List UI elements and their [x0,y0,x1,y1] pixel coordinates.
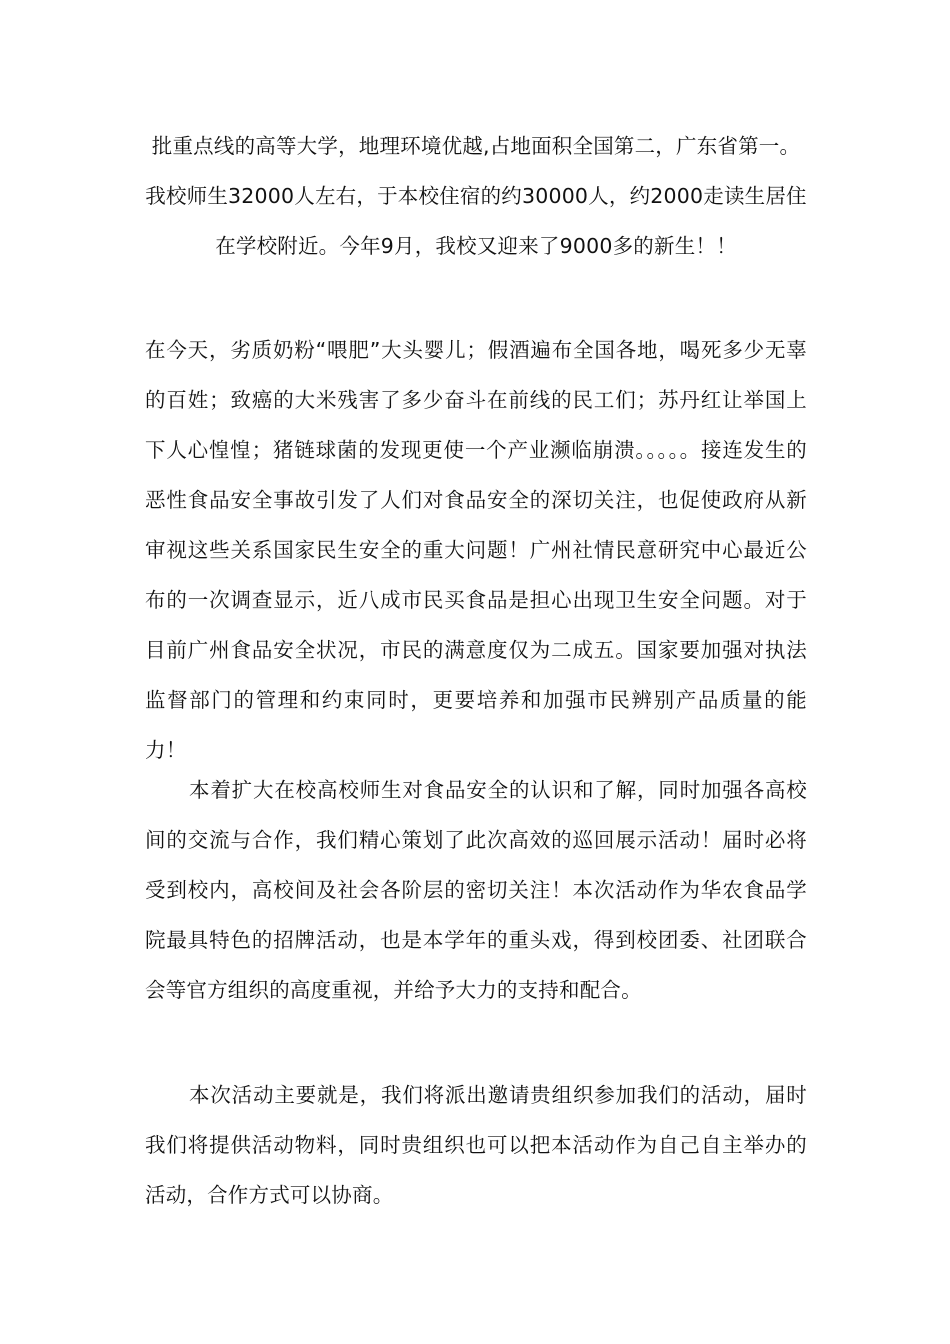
activity-aim-paragraph: 本着扩大在校高校师生对食品安全的认识和了解，同时加强各高校间的交流与合作，我们精心策划了此次高效的巡回展示活动！届时必将受到校内，高校间及社会各阶层的密切关注！本次活动作为华农食品学院最具特色的招牌活动，也是本学年的重头戏，得到校团委、社团联合会等官方组织的高度重视，并给予大力的支持和配合。 [145,778,807,1002]
cooperation-paragraph: 本次活动主要就是，我们将派出邀请贵组织参加我们的活动，届时我们将提供活动物料，同时贵组织也可以把本活动作为自己自主举办的活动，合作方式可以协商。 [145,1083,807,1207]
food-safety-issue-paragraph: 在今天，劣质奶粉“喂肥”大头婴儿；假酒遍布全国各地，喝死多少无辜的百姓；致癌的大米残害了多少奋斗在前线的民工们；苏丹红让举国上下人心惶惶；猪链球菌的发现更使一个产业濒临崩溃。。。。。接连发生的恶性食品安全事故引发了人们对食品安全的深切关注，也促使政府从新审视这些关系国家民生安全的重大问题！广州社情民意研究中心最近公布的一次调查显示，近八成市民买食品是担心出现卫生安全问题。对于目前广州食品安全状况，市民的满意度仅为二成五。国家要加强对执法监督部门的管理和约束同时，更要培养和加强市民辨别产品质量的能力！ [145,338,807,762]
intro-paragraph: 批重点线的高等大学，地理环境优越,占地面积全国第二，广东省第一。我校师生32000人左右，于本校住宿的约30000人，约2000走读生居住在学校附近。今年9月，我校又迎来了9000多的新生！！ [145,134,807,258]
